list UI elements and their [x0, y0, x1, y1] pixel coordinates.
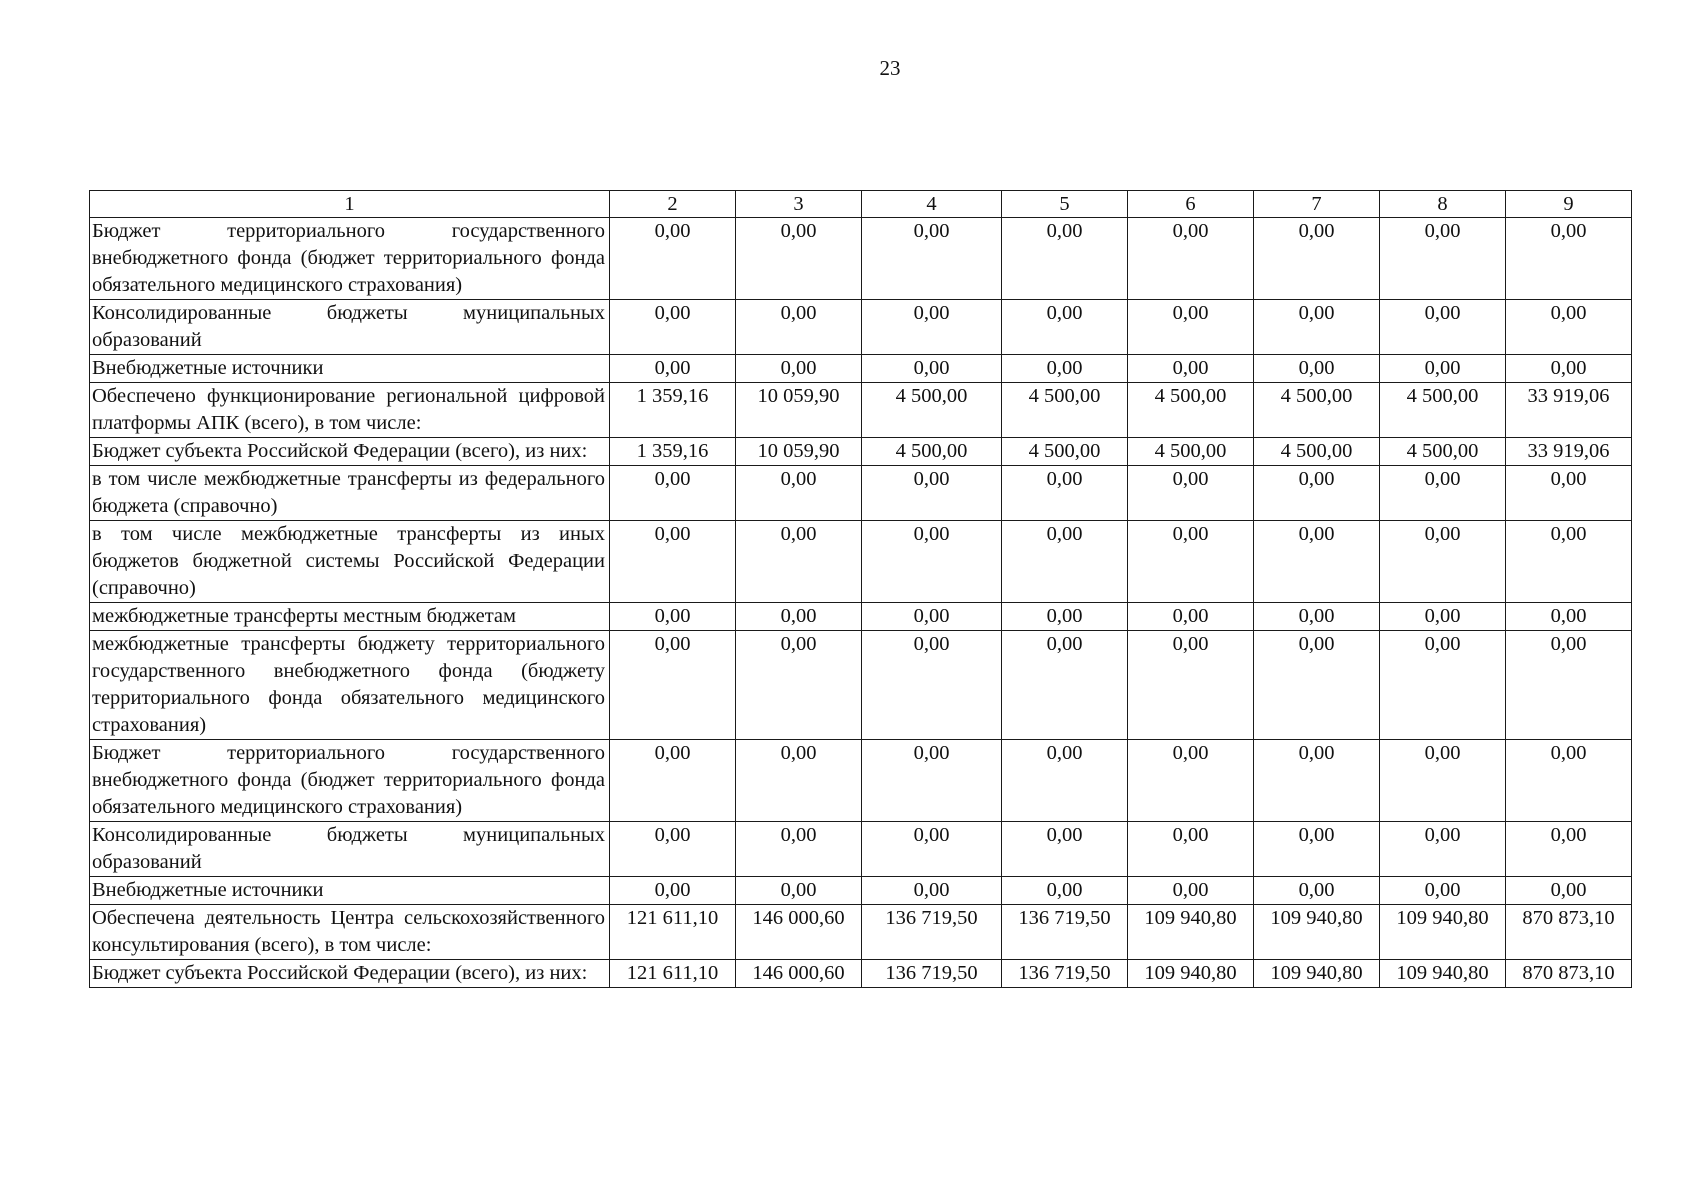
- value-cell: 4 500,00: [1254, 383, 1380, 438]
- value-cell: 0,00: [862, 631, 1002, 740]
- value-cell: 0,00: [736, 740, 862, 822]
- column-header: 5: [1002, 191, 1128, 218]
- value-cell: 4 500,00: [1128, 438, 1254, 466]
- table-row: [90, 466, 1632, 521]
- value-cell: 4 500,00: [1002, 438, 1128, 466]
- value-cell: 0,00: [1380, 466, 1506, 521]
- value-cell: 0,00: [1380, 300, 1506, 355]
- value-cell: 136 719,50: [862, 960, 1002, 988]
- value-cell: 0,00: [1380, 355, 1506, 383]
- row-label: в том числе межбюджетные трансферты из федерального бюджета (справочно): [90, 466, 610, 521]
- value-cell: 0,00: [1506, 218, 1632, 300]
- value-cell: 4 500,00: [1002, 383, 1128, 438]
- row-label: Обеспечено функционирование региональной цифровой платформы АПК (всего), в том числе:: [90, 383, 610, 438]
- row-label: Бюджет территориального государственного внебюджетного фонда (бюджет территориального фонда обязательного медицинского страхования): [90, 218, 610, 300]
- value-cell: 0,00: [736, 822, 862, 877]
- row-label: Внебюджетные источники: [90, 355, 610, 383]
- value-cell: 0,00: [1254, 466, 1380, 521]
- value-cell: 0,00: [1128, 218, 1254, 300]
- table-row: [90, 740, 1632, 822]
- row-label: Консолидированные бюджеты муниципальных образований: [90, 822, 610, 877]
- value-cell: 0,00: [610, 740, 736, 822]
- budget-table: [89, 190, 1632, 988]
- value-cell: 0,00: [610, 521, 736, 603]
- value-cell: 109 940,80: [1128, 960, 1254, 988]
- table-row: [90, 905, 1632, 960]
- value-cell: 0,00: [1254, 822, 1380, 877]
- value-cell: 0,00: [1506, 603, 1632, 631]
- value-cell: 10 059,90: [736, 438, 862, 466]
- value-cell: 0,00: [610, 877, 736, 905]
- value-cell: 0,00: [1002, 740, 1128, 822]
- value-cell: 0,00: [862, 300, 1002, 355]
- value-cell: 0,00: [1128, 631, 1254, 740]
- value-cell: 33 919,06: [1506, 438, 1632, 466]
- value-cell: 0,00: [610, 631, 736, 740]
- value-cell: 0,00: [1002, 631, 1128, 740]
- value-cell: 0,00: [1002, 822, 1128, 877]
- column-header: 3: [736, 191, 862, 218]
- table-row: [90, 300, 1632, 355]
- value-cell: 0,00: [736, 218, 862, 300]
- row-label: Бюджет субъекта Российской Федерации (всего), из них:: [90, 438, 610, 466]
- value-cell: 0,00: [1380, 218, 1506, 300]
- value-cell: 0,00: [1254, 355, 1380, 383]
- value-cell: 4 500,00: [862, 383, 1002, 438]
- value-cell: 0,00: [862, 877, 1002, 905]
- table-row: [90, 521, 1632, 603]
- page-number: 23: [879, 56, 901, 80]
- value-cell: 0,00: [1128, 822, 1254, 877]
- row-label: межбюджетные трансферты бюджету территориального государственного внебюджетного фонда (бюджету территориального фонда обязательного медицинского страхования): [90, 631, 610, 740]
- value-cell: 0,00: [1254, 740, 1380, 822]
- value-cell: 4 500,00: [1254, 438, 1380, 466]
- value-cell: 0,00: [610, 466, 736, 521]
- value-cell: 0,00: [862, 521, 1002, 603]
- row-label: Обеспечена деятельность Центра сельскохозяйственного консультирования (всего), в том числе:: [90, 905, 610, 960]
- value-cell: 0,00: [1128, 740, 1254, 822]
- value-cell: 4 500,00: [1128, 383, 1254, 438]
- row-label: Бюджет территориального государственного внебюджетного фонда (бюджет территориального фонда обязательного медицинского страхования): [90, 740, 610, 822]
- value-cell: 870 873,10: [1506, 905, 1632, 960]
- value-cell: 0,00: [1128, 355, 1254, 383]
- value-cell: 0,00: [1380, 521, 1506, 603]
- value-cell: 0,00: [862, 466, 1002, 521]
- table-row: [90, 960, 1632, 988]
- table-header-row: [90, 191, 1632, 218]
- value-cell: 0,00: [862, 822, 1002, 877]
- value-cell: 0,00: [1254, 603, 1380, 631]
- table-row: [90, 438, 1632, 466]
- value-cell: 136 719,50: [862, 905, 1002, 960]
- value-cell: 109 940,80: [1254, 960, 1380, 988]
- value-cell: 0,00: [736, 355, 862, 383]
- value-cell: 109 940,80: [1380, 905, 1506, 960]
- value-cell: 109 940,80: [1380, 960, 1506, 988]
- value-cell: 0,00: [736, 300, 862, 355]
- value-cell: 121 611,10: [610, 905, 736, 960]
- value-cell: 121 611,10: [610, 960, 736, 988]
- value-cell: 0,00: [1254, 521, 1380, 603]
- row-label: в том числе межбюджетные трансферты из иных бюджетов бюджетной системы Российской Федерации (справочно): [90, 521, 610, 603]
- value-cell: 0,00: [1002, 521, 1128, 603]
- column-header: 1: [90, 191, 610, 218]
- value-cell: 0,00: [1506, 521, 1632, 603]
- row-label: Консолидированные бюджеты муниципальных образований: [90, 300, 610, 355]
- value-cell: 0,00: [1128, 300, 1254, 355]
- value-cell: 109 940,80: [1128, 905, 1254, 960]
- value-cell: 136 719,50: [1002, 960, 1128, 988]
- table-row: [90, 877, 1632, 905]
- value-cell: 0,00: [1002, 300, 1128, 355]
- value-cell: 0,00: [1380, 877, 1506, 905]
- value-cell: 0,00: [1380, 822, 1506, 877]
- value-cell: 0,00: [1254, 877, 1380, 905]
- value-cell: 0,00: [1506, 877, 1632, 905]
- column-header: 7: [1254, 191, 1380, 218]
- table-body: [90, 218, 1632, 988]
- value-cell: 136 719,50: [1002, 905, 1128, 960]
- table-row: [90, 355, 1632, 383]
- value-cell: 0,00: [736, 521, 862, 603]
- row-label: межбюджетные трансферты местным бюджетам: [90, 603, 610, 631]
- value-cell: 109 940,80: [1254, 905, 1380, 960]
- value-cell: 0,00: [1002, 218, 1128, 300]
- value-cell: 0,00: [862, 218, 1002, 300]
- column-header: 8: [1380, 191, 1506, 218]
- value-cell: 0,00: [1002, 877, 1128, 905]
- value-cell: 0,00: [1002, 355, 1128, 383]
- column-header: 9: [1506, 191, 1632, 218]
- value-cell: 0,00: [1128, 877, 1254, 905]
- value-cell: 0,00: [1380, 740, 1506, 822]
- value-cell: 0,00: [1506, 822, 1632, 877]
- value-cell: 0,00: [1002, 603, 1128, 631]
- value-cell: 0,00: [736, 603, 862, 631]
- table-row: [90, 383, 1632, 438]
- value-cell: 4 500,00: [1380, 383, 1506, 438]
- value-cell: 0,00: [736, 631, 862, 740]
- value-cell: 0,00: [1380, 631, 1506, 740]
- value-cell: 0,00: [1128, 466, 1254, 521]
- table-row: [90, 218, 1632, 300]
- value-cell: 1 359,16: [610, 438, 736, 466]
- value-cell: 146 000,60: [736, 905, 862, 960]
- column-header: 2: [610, 191, 736, 218]
- table-row: [90, 603, 1632, 631]
- value-cell: 146 000,60: [736, 960, 862, 988]
- value-cell: 0,00: [610, 300, 736, 355]
- value-cell: 0,00: [1254, 631, 1380, 740]
- value-cell: 10 059,90: [736, 383, 862, 438]
- value-cell: 0,00: [862, 740, 1002, 822]
- column-header: 4: [862, 191, 1002, 218]
- value-cell: 0,00: [610, 603, 736, 631]
- row-label: Внебюджетные источники: [90, 877, 610, 905]
- value-cell: 0,00: [1254, 300, 1380, 355]
- value-cell: 0,00: [736, 466, 862, 521]
- table-row: [90, 822, 1632, 877]
- value-cell: 0,00: [1506, 355, 1632, 383]
- value-cell: 0,00: [610, 355, 736, 383]
- value-cell: 0,00: [1128, 603, 1254, 631]
- value-cell: 0,00: [1506, 466, 1632, 521]
- value-cell: 0,00: [610, 218, 736, 300]
- value-cell: 0,00: [1506, 631, 1632, 740]
- value-cell: 0,00: [1380, 603, 1506, 631]
- value-cell: 33 919,06: [1506, 383, 1632, 438]
- value-cell: 1 359,16: [610, 383, 736, 438]
- value-cell: 0,00: [1506, 300, 1632, 355]
- table-row: [90, 631, 1632, 740]
- value-cell: 870 873,10: [1506, 960, 1632, 988]
- value-cell: 0,00: [1506, 740, 1632, 822]
- value-cell: 0,00: [610, 822, 736, 877]
- value-cell: 0,00: [1128, 521, 1254, 603]
- value-cell: 0,00: [736, 877, 862, 905]
- value-cell: 0,00: [1254, 218, 1380, 300]
- value-cell: 4 500,00: [862, 438, 1002, 466]
- value-cell: 4 500,00: [1380, 438, 1506, 466]
- value-cell: 0,00: [1002, 466, 1128, 521]
- column-header: 6: [1128, 191, 1254, 218]
- row-label: Бюджет субъекта Российской Федерации (всего), из них:: [90, 960, 610, 988]
- value-cell: 0,00: [862, 603, 1002, 631]
- value-cell: 0,00: [862, 355, 1002, 383]
